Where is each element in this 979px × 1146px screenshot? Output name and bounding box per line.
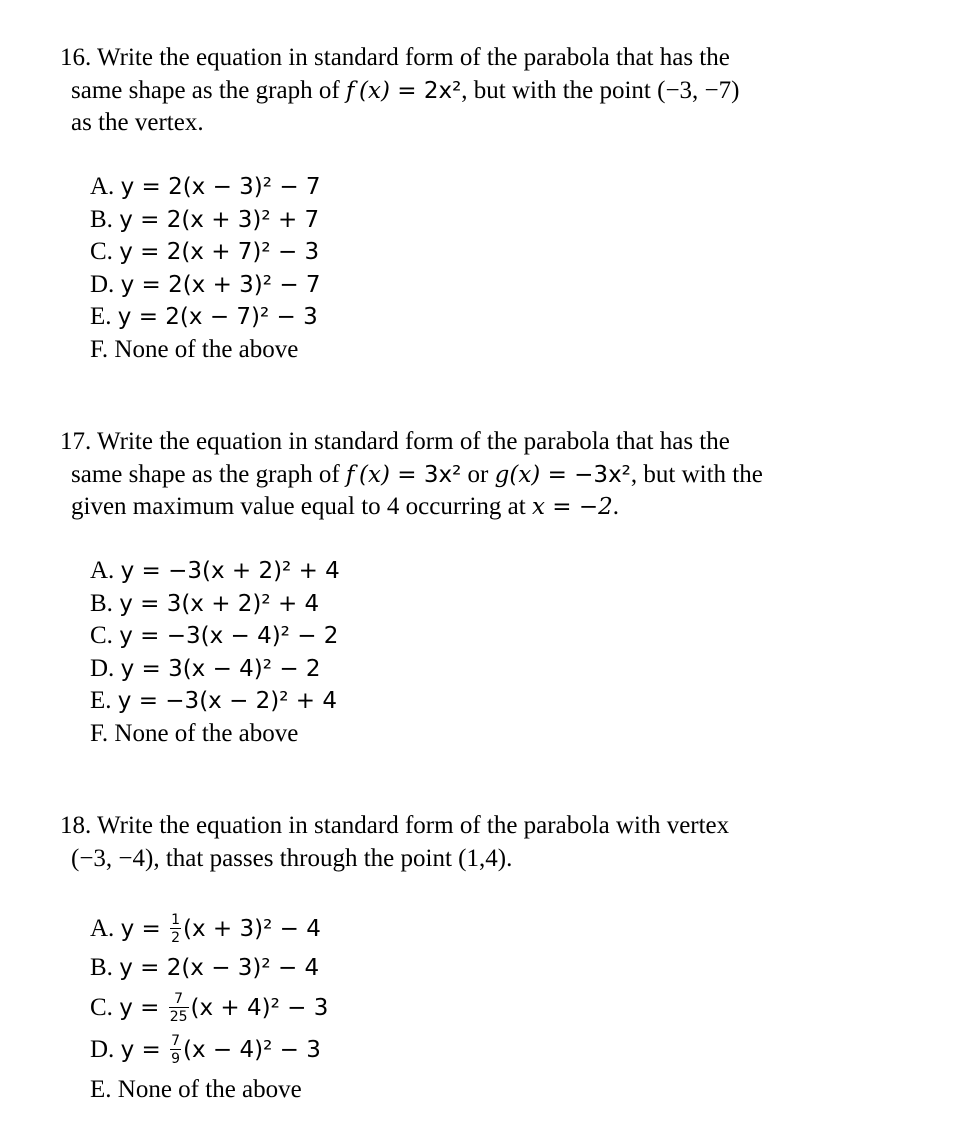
function-g-definition: = −3x²	[540, 461, 631, 488]
question-17-option-d[interactable]	[90, 653, 340, 686]
question-17-period: .	[612, 493, 620, 520]
option-expression: y = 3(x − 4)² − 2	[120, 655, 321, 682]
question-17-option-b[interactable]	[90, 588, 340, 621]
question-16-stem	[60, 42, 940, 140]
option-expression: y = −3(x − 4)² − 2	[119, 623, 339, 649]
fraction-denominator: 25	[169, 1009, 188, 1026]
question-16-stem-line-1: 16. Write the equation in standard form of the parabola that has the	[60, 44, 730, 71]
option-expression: y = 2(x − 3)² − 7	[120, 174, 321, 200]
option-expression: y = −3(x + 2)² + 4	[120, 558, 340, 584]
function-g: g(x)	[494, 461, 541, 488]
question-16-stem-text: same shape as the graph of	[71, 76, 346, 104]
fraction-seven-ninths	[170, 1034, 181, 1066]
option-letter: C.	[90, 994, 120, 1021]
fraction-denominator: 9	[171, 1051, 180, 1068]
question-16-option-d[interactable]	[90, 269, 321, 302]
question-16-stem-line-3: as the vertex.	[71, 109, 204, 136]
option-expression: y = 2(x + 3)² − 7	[120, 271, 321, 298]
question-18-stem-line-2: (−3, −4), that passes through the point (1,4).	[71, 844, 513, 872]
question-18-option-a[interactable]	[90, 909, 328, 949]
option-letter: C.	[90, 238, 120, 265]
option-letter: D.	[90, 270, 121, 298]
question-16-option-b[interactable]	[90, 204, 321, 237]
option-text: None of the above	[114, 335, 299, 363]
question-18-options	[90, 909, 328, 1110]
option-expression-suffix: (x − 4)² − 3	[183, 1037, 321, 1063]
option-expression: y = 2(x − 7)² − 3	[117, 304, 318, 330]
option-letter: E.	[90, 687, 118, 714]
option-expression: y = 2(x − 3)² − 4	[119, 955, 320, 981]
option-letter: F.	[90, 335, 115, 363]
fraction-denominator: 2	[171, 930, 180, 947]
function-f: f (x)	[345, 77, 390, 104]
option-expression: y = −3(x − 2)² + 4	[117, 688, 338, 714]
question-16-options	[90, 171, 321, 366]
question-16-option-c[interactable]	[90, 236, 321, 269]
question-17-stem	[60, 426, 940, 524]
option-expression-prefix: y =	[120, 916, 169, 942]
question-17-option-e[interactable]	[90, 685, 340, 718]
option-letter: F.	[90, 719, 115, 747]
option-expression-prefix: y =	[119, 995, 167, 1021]
question-18-option-b[interactable]	[90, 949, 328, 986]
question-17-stem-text: same shape as the graph of	[71, 460, 346, 488]
question-17-stem-line-2	[60, 459, 940, 492]
fraction-numerator: 1	[171, 912, 180, 929]
fraction-one-half	[170, 913, 181, 945]
option-letter: D.	[90, 1036, 121, 1063]
option-letter: C.	[90, 622, 120, 649]
question-17-stem-line-3	[60, 491, 940, 524]
question-17-stem-text-3: given maximum value equal to 4 occurring at	[71, 493, 532, 520]
question-18-stem	[60, 810, 940, 875]
option-expression-suffix: (x + 3)² − 4	[183, 916, 321, 942]
option-letter: A.	[90, 915, 121, 942]
option-letter: A.	[90, 557, 121, 584]
function-f-definition: = 2x²	[389, 77, 462, 104]
option-expression: y = 2(x + 7)² − 3	[119, 239, 320, 265]
option-expression: y = 3(x + 2)² + 4	[119, 590, 320, 617]
option-text: None of the above	[117, 1076, 302, 1103]
fraction-seven-twentyfifths	[169, 992, 189, 1024]
question-18-option-d[interactable]	[90, 1030, 328, 1070]
question-17-or: or	[461, 460, 495, 488]
x-value: x = −2	[531, 494, 613, 520]
option-expression: y = 2(x + 3)² + 7	[119, 206, 320, 233]
fraction-numerator: 7	[169, 992, 189, 1008]
question-17-option-f[interactable]	[90, 718, 340, 751]
question-18-option-e[interactable]	[90, 1070, 328, 1110]
option-letter: D.	[90, 654, 121, 682]
option-letter: E.	[90, 303, 118, 330]
function-f: f (x)	[345, 461, 390, 488]
question-18-option-c[interactable]	[90, 986, 328, 1030]
option-letter: B.	[90, 954, 120, 981]
option-expression-suffix: (x + 4)² − 3	[190, 995, 329, 1021]
question-16-option-e[interactable]	[90, 301, 321, 334]
question-17-stem-line-1: 17. Write the equation in standard form of the parabola that has the	[60, 428, 730, 455]
question-17-options	[90, 555, 340, 750]
option-letter: A.	[90, 173, 121, 200]
question-17-option-a[interactable]	[90, 555, 340, 588]
question-16-option-a[interactable]	[90, 171, 321, 204]
option-text: None of the above	[114, 719, 299, 747]
question-18-stem-line-1: 18. Write the equation in standard form of the parabola with vertex	[60, 812, 730, 839]
question-16-option-f[interactable]	[90, 334, 321, 367]
option-letter: E.	[90, 1076, 118, 1103]
option-letter: B.	[90, 205, 120, 233]
question-16-stem-line-2	[60, 75, 940, 108]
question-17-option-c[interactable]	[90, 620, 340, 653]
question-17-stem-text-2: , but with the	[630, 460, 763, 488]
question-16-stem-text-2: , but with the point (−3, −7)	[461, 76, 740, 104]
fraction-numerator: 7	[171, 1033, 180, 1050]
option-letter: B.	[90, 589, 120, 617]
option-expression-prefix: y =	[120, 1037, 169, 1063]
function-f-definition: = 3x²	[389, 461, 462, 488]
